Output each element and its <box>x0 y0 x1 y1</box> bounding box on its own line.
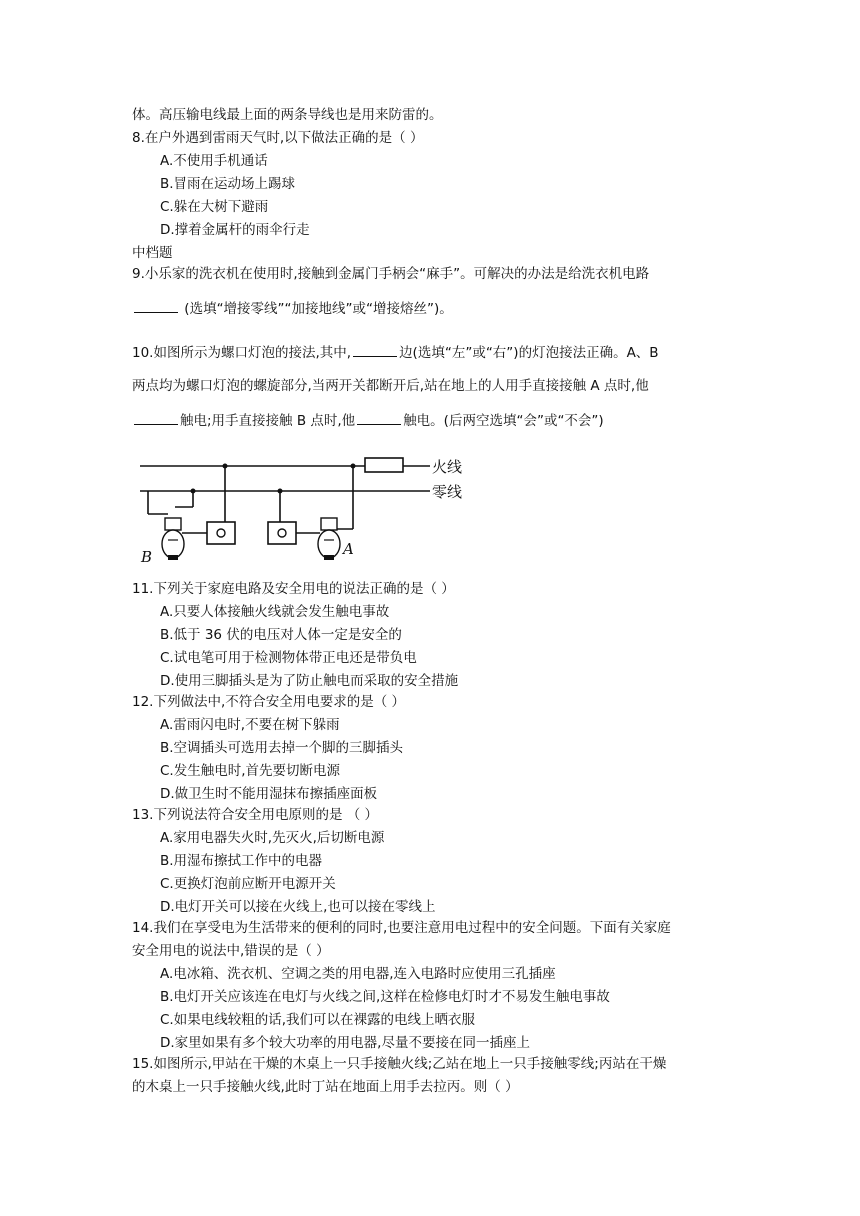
live-label: 火线 <box>432 458 463 476</box>
question-9: 9.小乐家的洗衣机在使用时,接触到金属门手柄会“麻手”。可解决的办法是给洗衣机电路 <box>132 266 650 282</box>
question-11: 11.下列关于家庭电路及安全用电的说法正确的是（ ） <box>132 581 455 597</box>
question-9-tail: (选填“增接零线”“加接地线”或“增接熔丝”)。 <box>184 301 453 317</box>
question-14-cont: 安全用电的说法中,错误的是（ ） <box>132 943 330 959</box>
question-10-part1: 触电;用手直接接触 B 点时,他 <box>180 413 356 429</box>
switch-right <box>268 522 296 544</box>
option-d: D.使用三脚插头是为了防止触电而采取的安全措施 <box>160 673 459 689</box>
question-10-tail: 边(选填“左”或“右”)的灯泡接法正确。A、B <box>399 345 659 361</box>
option-d: D.家里如果有多个较大功率的用电器,尽量不要接在同一插座上 <box>160 1035 530 1051</box>
neutral-label: 零线 <box>432 483 463 501</box>
circuit-diagram <box>135 444 480 570</box>
option-b: B.电灯开关应该连在电灯与火线之间,这样在检修电灯时才不易发生触电事故 <box>160 989 610 1005</box>
switch-left <box>207 522 235 544</box>
answer-blank <box>357 410 401 425</box>
option-d: D.撑着金属杆的雨伞行走 <box>160 222 310 238</box>
option-c: C.发生触电时,首先要切断电源 <box>160 763 341 779</box>
option-c: C.更换灯泡前应断开电源开关 <box>160 876 336 892</box>
question-15-cont: 的木桌上一只手接触火线,此时丁站在地面上用手去拉丙。则（ ） <box>132 1079 519 1095</box>
answer-blank <box>353 342 397 357</box>
answer-blank <box>134 298 178 313</box>
question-15: 15.如图所示,甲站在干燥的木桌上一只手接触火线;乙站在地上一只手接触零线;丙站在干燥 <box>132 1056 667 1072</box>
question-10-line2: 两点均为螺口灯泡的螺旋部分,当两开关都断开后,站在地上的人用手直接接触 A 点时,他 <box>132 378 649 394</box>
option-a: A.电冰箱、洗衣机、空调之类的用电器,连入电路时应使用三孔插座 <box>160 966 556 982</box>
option-b: B.冒雨在运动场上踢球 <box>160 176 296 192</box>
question-10-line3 <box>132 410 604 431</box>
option-c: C.试电笔可用于检测物体带正电还是带负电 <box>160 650 417 666</box>
question-12: 12.下列做法中,不符合安全用电要求的是（ ） <box>132 694 406 710</box>
option-b: B.空调插头可选用去掉一个脚的三脚插头 <box>160 740 404 756</box>
section-heading: 中档题 <box>132 245 173 261</box>
option-c: C.躲在大树下避雨 <box>160 199 269 215</box>
question-10-head: 10.如图所示为螺口灯泡的接法,其中, <box>132 345 352 361</box>
lamp-b <box>162 518 184 560</box>
question-14: 14.我们在享受电为生活带来的便利的同时,也要注意用电过程中的安全问题。下面有关家庭 <box>132 920 671 936</box>
option-d: D.电灯开关可以接在火线上,也可以接在零线上 <box>160 899 436 915</box>
question-10-part2: 触电。(后两空选填“会”或“不会”) <box>403 413 604 429</box>
label-b: B <box>141 548 153 566</box>
option-a: A.家用电器失火时,先灭火,后切断电源 <box>160 830 385 846</box>
lamp-a <box>318 518 340 560</box>
option-d: D.做卫生时不能用湿抹布擦插座面板 <box>160 786 378 802</box>
question-8: 8.在户外遇到雷雨天气时,以下做法正确的是（ ） <box>132 130 424 146</box>
option-c: C.如果电线较粗的话,我们可以在裸露的电线上晒衣服 <box>160 1012 476 1028</box>
option-a: A.只要人体接触火线就会发生触电事故 <box>160 604 390 620</box>
text-line: 体。高压输电线最上面的两条导线也是用来防雷的。 <box>132 107 443 123</box>
question-10 <box>132 342 659 363</box>
option-b: B.用湿布擦拭工作中的电器 <box>160 853 323 869</box>
label-a: A <box>343 540 354 558</box>
question-13: 13.下列说法符合安全用电原则的是 （ ） <box>132 807 379 823</box>
fuse <box>365 458 403 472</box>
answer-blank <box>134 410 178 425</box>
option-a: A.雷雨闪电时,不要在树下躲雨 <box>160 717 340 733</box>
option-b: B.低于 36 伏的电压对人体一定是安全的 <box>160 627 402 643</box>
option-a: A.不使用手机通话 <box>160 153 268 169</box>
question-9-cont <box>132 298 453 319</box>
